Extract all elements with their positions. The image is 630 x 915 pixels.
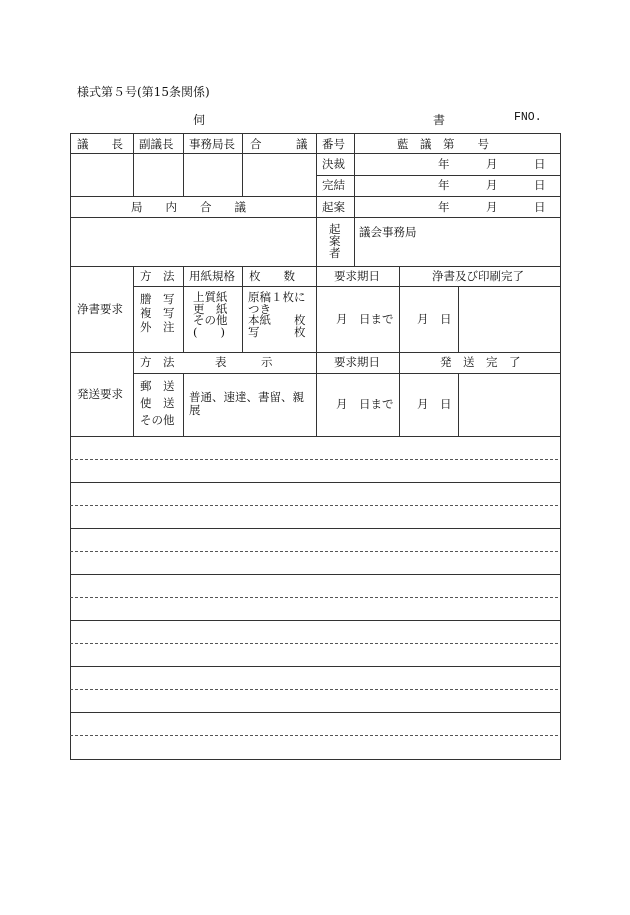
draft-year: 年 bbox=[438, 200, 450, 214]
dispatch-completion-header: 発 送 完 了 bbox=[440, 355, 521, 369]
fair-copy-completion-value: 月 日 bbox=[417, 312, 452, 326]
dispatch-display-header: 表 示 bbox=[215, 355, 273, 369]
completion-label: 完結 bbox=[322, 178, 345, 192]
dispatch-methods: 郵 送 使 送 その他 bbox=[140, 379, 175, 427]
completion-day: 日 bbox=[534, 178, 546, 192]
drafter-value: 議会事務局 bbox=[359, 225, 417, 239]
fair-copy-papers: 上質紙 更 紙 その他 ( ) bbox=[193, 290, 228, 339]
fno-label: FNO. bbox=[514, 111, 542, 124]
dispatch-deadline-value: 月 日まで bbox=[336, 397, 394, 411]
draft-day: 日 bbox=[534, 200, 546, 214]
office-consultation-label: 局 内 合 議 bbox=[131, 200, 246, 214]
dispatch-section-label: 発送要求 bbox=[77, 387, 123, 401]
decision-month: 月 bbox=[486, 157, 498, 171]
dispatch-display-value: 普通、速達、書留、親 展 bbox=[189, 390, 304, 417]
approver-secretary-general: 事務局長 bbox=[189, 137, 235, 151]
completion-month: 月 bbox=[486, 178, 498, 192]
decision-year: 年 bbox=[438, 157, 450, 171]
number-value: 藍 議 第 号 bbox=[397, 137, 489, 151]
decision-day: 日 bbox=[534, 157, 546, 171]
fair-copy-methods: 謄 写 複 写 外 注 bbox=[140, 292, 175, 334]
title-right-char: 書 bbox=[433, 113, 446, 127]
approver-speaker: 議 長 bbox=[77, 137, 123, 151]
ruled-lines bbox=[70, 460, 560, 736]
approver-vice-speaker: 副議長 bbox=[139, 137, 174, 151]
fair-copy-method-header: 方 法 bbox=[140, 269, 175, 283]
completion-year: 年 bbox=[438, 178, 450, 192]
dispatch-completion-value: 月 日 bbox=[417, 397, 452, 411]
draft-month: 月 bbox=[486, 200, 498, 214]
dispatch-method-header: 方 法 bbox=[140, 355, 175, 369]
decision-label: 決裁 bbox=[322, 157, 345, 171]
drafter-label: 起 案 者 bbox=[329, 222, 341, 260]
fair-copy-counts: 原稿１枚に つき 本紙 枚 写 枚 bbox=[248, 290, 306, 339]
fair-copy-deadline-header: 要求期日 bbox=[334, 269, 380, 283]
fair-copy-paper-header: 用紙規格 bbox=[189, 269, 235, 283]
form-border bbox=[71, 134, 561, 760]
approver-consultation: 合 議 bbox=[250, 137, 308, 151]
fair-copy-completion-header: 浄書及び印刷完了 bbox=[432, 269, 524, 283]
draft-label: 起案 bbox=[322, 200, 345, 214]
fair-copy-count-header: 枚 数 bbox=[249, 269, 295, 283]
number-label: 番号 bbox=[322, 137, 345, 151]
fair-copy-section-label: 浄書要求 bbox=[77, 302, 123, 316]
title-left-char: 伺 bbox=[193, 113, 206, 127]
dispatch-deadline-header: 要求期日 bbox=[334, 355, 380, 369]
form-number: 様式第５号(第15条関係) bbox=[77, 85, 210, 99]
fair-copy-deadline-value: 月 日まで bbox=[336, 312, 394, 326]
